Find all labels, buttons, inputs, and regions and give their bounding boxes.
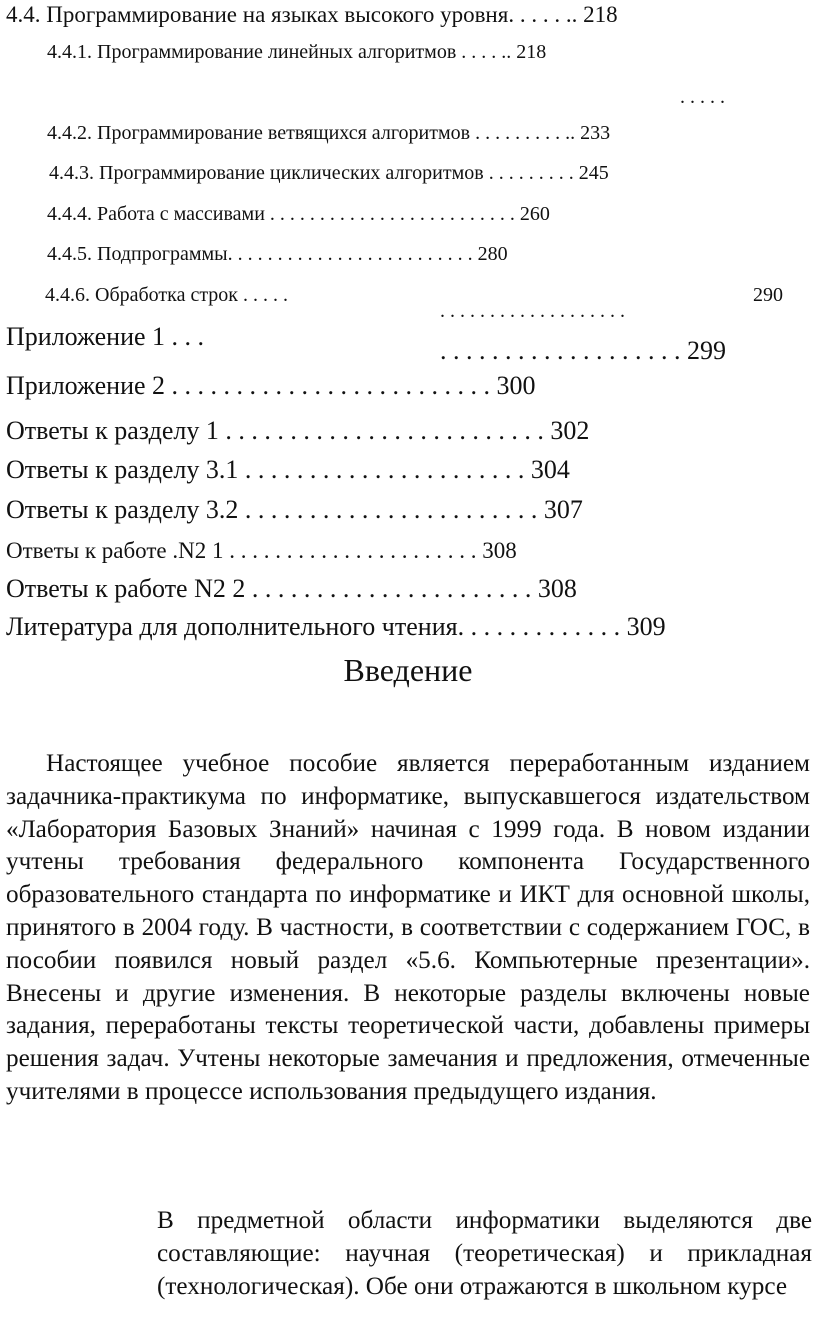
toc-entry <box>49 162 609 185</box>
toc-leader: . . . . . . . . . <box>488 162 574 184</box>
toc-leader: . . . . . . . . . . . . . . . . . . . . . . . . . <box>227 243 473 265</box>
toc-page-number: 245 <box>578 162 609 184</box>
toc-leader: . . . . . .. <box>508 2 578 27</box>
toc-leader: . . . . .. <box>461 41 512 63</box>
toc-entry-title: 4.4.2. Программирование ветвящихся алгоритмов <box>47 122 471 144</box>
toc-entry-title: Приложение 2 <box>6 371 166 400</box>
toc-page-number: 290 <box>753 284 783 306</box>
toc-entry <box>6 416 589 446</box>
toc-leader-line <box>680 86 725 109</box>
toc-entry-title: 4.4. Программирование на языках высокого уровня <box>6 2 509 27</box>
toc-leader: . . . . . . . . . . . . . <box>457 612 621 641</box>
toc-entry <box>440 336 726 366</box>
toc-entry <box>47 122 610 145</box>
toc-page-number: 308 <box>482 538 517 563</box>
toc-entry-title: 4.4.4. Работа с массивами <box>47 203 265 225</box>
toc-entry <box>45 284 783 307</box>
toc-entry-title: Ответы к разделу 3.1 <box>6 455 239 484</box>
toc-entry-title: Ответы к работе N2 2 <box>6 574 246 603</box>
toc-page-number: 309 <box>626 612 666 641</box>
toc-entry <box>6 612 666 642</box>
section-heading: Введение <box>343 652 473 688</box>
toc-leader: . . . . . . . . . . . . . . . . . . . . . . . . . <box>171 371 491 400</box>
toc-leader: . . . . . <box>243 284 289 306</box>
toc-entry-title: 4.4.3. Программирование циклических алгоритмов <box>49 162 484 184</box>
toc-page-number: 300 <box>496 371 536 400</box>
toc-leader: . . . . . . . . . .. <box>475 122 576 144</box>
toc-entry-title: Ответы к разделу 1 <box>6 416 219 445</box>
toc-entry <box>6 455 570 485</box>
toc-leader: . . . . . . . . . . . . . . . . . . . . . . <box>229 538 477 563</box>
toc-leader: . . . <box>171 322 205 351</box>
second-paragraph: В предметной области информатики выделяются две составляющие: научная (теоретическая) и прикладная (технологическая). Обе они отражаются в школьном курсе <box>157 1207 812 1300</box>
toc-entry-title: Приложение 1 <box>6 322 166 351</box>
toc-entry-title: Ответы к разделу 3.2 <box>6 495 239 524</box>
toc-page-number: 233 <box>580 122 611 144</box>
toc-entry <box>6 2 618 28</box>
toc-entry <box>6 538 517 564</box>
toc-leader: . . . . . . . . . . . . . . . . . . . . . . . . . <box>225 416 544 445</box>
toc-page-number: 280 <box>477 243 508 265</box>
toc-entry-title: Литература для дополнительного чтения <box>6 612 458 641</box>
toc-entry <box>6 371 536 401</box>
toc-leader-line <box>440 300 625 323</box>
toc-page-number: 302 <box>550 416 590 445</box>
toc-page-number: 304 <box>530 455 570 484</box>
toc-leader: . . . . . . . . . . . . . . . . . . . . . . . . . <box>269 203 515 225</box>
toc-page-number: 299 <box>687 336 726 365</box>
toc-leader: . . . . . . . . . . . . . . . . . . . . . . <box>244 455 525 484</box>
toc-page-number: 307 <box>543 495 583 524</box>
toc-leader: . . . . . . . . . . . . . . . . . . . <box>440 336 681 365</box>
toc-page-number: 218 <box>583 2 618 27</box>
toc-entry-title: 4.4.5. Подпрограммы <box>47 243 228 265</box>
toc-leader: . . . . . . . . . . . . . . . . . . . . . . <box>251 574 532 603</box>
toc-page-number: 218 <box>516 41 547 63</box>
toc-entry-title: Ответы к работе .N2 1 <box>6 538 224 563</box>
toc-entry <box>47 203 550 226</box>
toc-page-number: 308 <box>537 574 577 603</box>
toc-leader: . . . . . . . . . . . . . . . . . . . . . . . <box>244 495 538 524</box>
toc-leader: . . . . . . . . . . . . . . . . . . . <box>440 300 625 322</box>
toc-entry <box>6 322 204 352</box>
intro-paragraph: Настоящее учебное пособие является переработанным изданием задачника-практикума по информатике, выпускавшегося издательством «Лаборатория Базовых Знаний» начиная с 1999 года. В новом издании учтены требования федерального компонента Государственного образовательного стандарта по информатике и ИКТ для основной школы, принятого в 2004 году. В частности, в соответствии с содержанием ГОС, в пособии появился новый раздел «5.6. Компьютерные презентации». Внесены и другие изменения. В некоторые разделы включены новые задания, переработаны тексты теоретической части, добавлены примеры решения задач. Учтены некоторые замечания и предложения, отмеченные учителями в процессе использования предыдущего издания. <box>6 750 810 1105</box>
toc-leader: . . . . . <box>680 86 725 108</box>
toc-entry <box>47 243 508 266</box>
toc-entry-title: 4.4.1. Программирование линейных алгоритмов <box>47 41 457 63</box>
toc-entry <box>6 495 583 525</box>
toc-entry-title: 4.4.6. Обработка строк <box>45 284 239 306</box>
toc-page-number: 260 <box>519 203 550 225</box>
toc-entry <box>47 41 546 64</box>
toc-entry <box>6 574 577 604</box>
